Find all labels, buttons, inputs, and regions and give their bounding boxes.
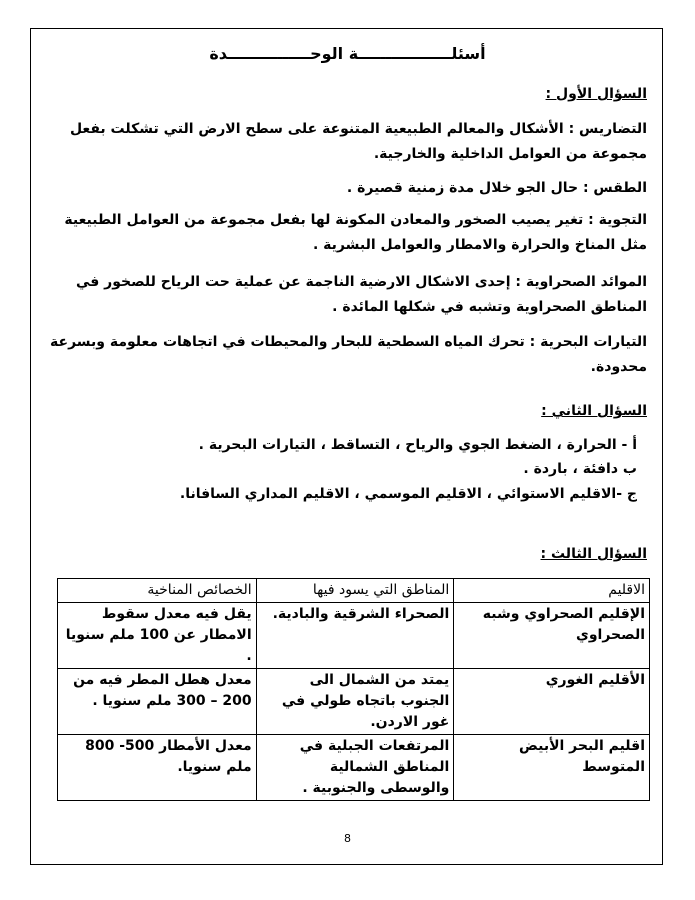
cell-characteristics: معدل الأمطار 500- 800 ملم سنويا.: [58, 735, 257, 801]
cell-areas: المرتفعات الجبلية في المناطق الشمالية والوسطى والجنوبية .: [256, 735, 454, 801]
definition-weather: الطقس : حال الجو خلال مدة زمنية قصيرة .: [346, 180, 647, 196]
cell-areas: يمتد من الشمال الى الجنوب باتجاه طولي في غور الاردن.: [256, 669, 454, 735]
question-2-heading: السؤال الثاني :: [541, 403, 647, 419]
table-row: [58, 669, 650, 735]
header-characteristics: الخصائص المناخية: [58, 579, 257, 603]
question-3-heading: السؤال الثالث :: [540, 546, 647, 562]
header-areas: المناطق التي يسود فيها: [256, 579, 454, 603]
question-1-heading: السؤال الأول :: [545, 86, 647, 102]
climate-regions-table: [57, 578, 650, 801]
answer-2c: ج -الاقليم الاستوائي ، الاقليم الموسمي ، الاقليم المداري السافانا.: [179, 486, 637, 502]
page-number: 8: [344, 832, 351, 845]
cell-region: الأقليم الغوري: [454, 669, 650, 735]
definition-desert-tables: الموائد الصحراوية : إحدى الاشكال الارضية الناجمة عن عملية حت الرياح للصخور في المناطق الصحراوية وتشبه في شكلها المائدة .: [75, 274, 647, 315]
answer-2a: أ - الحرارة ، الضغط الجوي والرياح ، التساقط ، التيارات البحرية .: [198, 437, 637, 453]
cell-areas: الصحراء الشرقية والبادية.: [256, 603, 454, 669]
unit-questions-title: أسئلـــــــــــــــــة الوحـــــــــــــــدة: [209, 44, 486, 63]
cell-characteristics: معدل هطل المطر فيه من 200 – 300 ملم سنويا .: [58, 669, 257, 735]
table-row: [58, 603, 650, 669]
header-region: الاقليم: [454, 579, 650, 603]
answer-2b: ب دافئة ، باردة .: [523, 461, 637, 477]
cell-characteristics: يقل فيه معدل سقوط الامطار عن 100 ملم سنويا .: [58, 603, 257, 669]
table-header-row: [58, 579, 650, 603]
definition-terrain: التضاريس : الأشكال والمعالم الطبيعية المتنوعة على سطح الارض التي تشكلت بفعل مجموعة من العوامل الداخلية والخارجية.: [69, 121, 647, 162]
definition-weathering: التجوية : تغير يصيب الصخور والمعادن المكونة لها بفعل مجموعة من العوامل الطبيعية مثل المناخ والحرارة والامطار والعوامل البشرية .: [64, 212, 647, 253]
cell-region: اقليم البحر الأبيض المتوسط: [454, 735, 650, 801]
table-row: [58, 735, 650, 801]
definition-ocean-currents: التيارات البحرية : تحرك المياه السطحية للبحار والمحيطات في اتجاهات معلومة وبسرعة محدودة.: [50, 334, 647, 375]
cell-region: الإقليم الصحراوي وشبه الصحراوي: [454, 603, 650, 669]
